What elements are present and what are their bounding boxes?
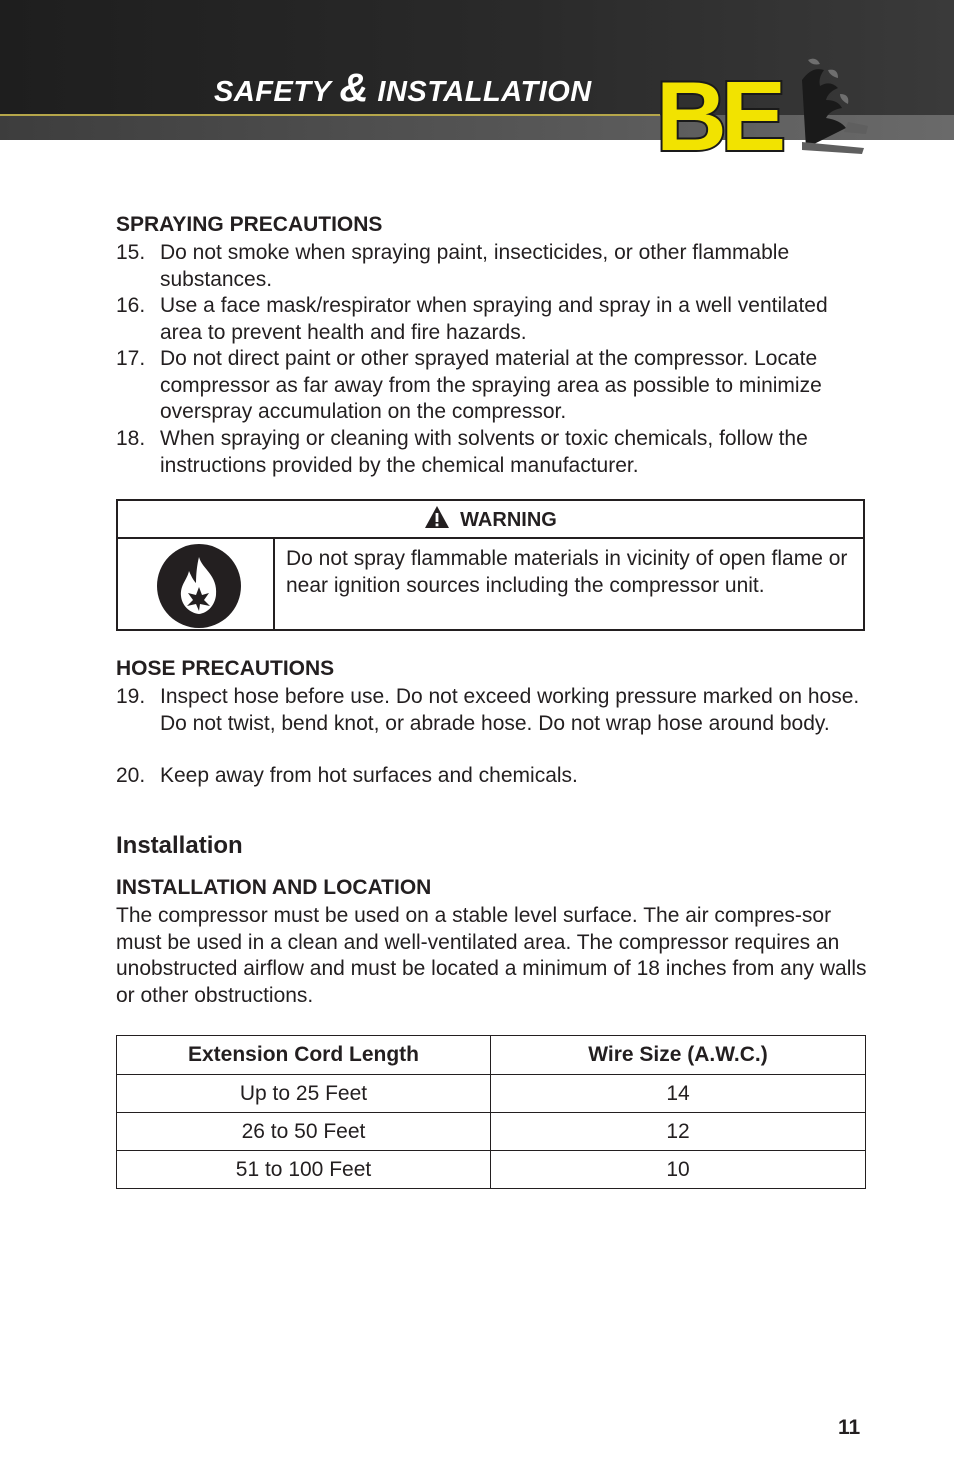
warning-icon-cell <box>118 539 275 631</box>
table-cell: 10 <box>491 1151 866 1189</box>
page-number: 11 <box>838 1416 861 1439</box>
item-number: 15. <box>116 241 146 264</box>
spraying-precautions-heading: SPRAYING PRECAUTIONS <box>116 213 383 236</box>
table-cell: 14 <box>491 1075 866 1113</box>
item-text: Inspect hose before use. Do not exceed working pressure marked on hose. Do not twist, bend knot, or abrade hose. Do not wrap hose around body. <box>160 685 860 735</box>
table-cell: 51 to 100 Feet <box>117 1151 491 1189</box>
title-part-installation: INSTALLATION <box>377 76 592 108</box>
item-text: Keep away from hot surfaces and chemicals. <box>160 764 578 787</box>
table-row <box>117 1151 866 1189</box>
table-row <box>117 1075 866 1113</box>
warning-triangle-icon <box>424 505 450 529</box>
warning-box <box>116 499 865 631</box>
header-rule <box>0 114 660 116</box>
installation-paragraph: The compressor must be used on a stable level surface. The air compres-sor must be used in a clean and well-ventilated area. The compressor requires an unobstructed airflow and must be located a minimum of 18 inches from any walls or other obstructions. <box>116 904 867 1007</box>
table-cell: 26 to 50 Feet <box>117 1113 491 1151</box>
item-number: 20. <box>116 764 146 787</box>
item-text: When spraying or cleaning with solvents or toxic chemicals, follow the instructions provided by the chemical manufacturer. <box>160 427 808 477</box>
installation-location-heading: INSTALLATION AND LOCATION <box>116 876 432 899</box>
item-number: 16. <box>116 294 146 317</box>
flame-icon <box>156 543 242 629</box>
warning-label: WARNING <box>460 509 557 531</box>
title-part-safety: SAFETY <box>214 76 331 108</box>
item-text: Do not smoke when spraying paint, insecticides, or other flammable substances. <box>160 241 790 291</box>
item-text: Use a face mask/respirator when spraying and spray in a well ventilated area to prevent health and fire hazards. <box>160 294 828 344</box>
table-row <box>117 1113 866 1151</box>
warning-text: Do not spray flammable materials in vicinity of open flame or near ignition sources including the compressor unit. <box>286 547 848 597</box>
hose-precautions-heading: HOSE PRECAUTIONS <box>116 657 335 680</box>
item-text: Do not direct paint or other sprayed material at the compressor. Locate compressor as far away from the spraying area as possible to minimize overspray accumulation on the compressor. <box>160 347 822 423</box>
column-header: Extension Cord Length <box>117 1036 491 1075</box>
warning-header <box>118 501 863 539</box>
page-title <box>214 66 592 111</box>
column-header: Wire Size (A.W.C.) <box>491 1036 866 1075</box>
item-number: 19. <box>116 685 146 708</box>
table-header-row <box>117 1036 866 1075</box>
logo-text: BE <box>656 61 781 162</box>
item-number: 18. <box>116 427 146 450</box>
be-logo-icon <box>652 50 870 162</box>
table-cell: 12 <box>491 1113 866 1151</box>
item-number: 17. <box>116 347 146 370</box>
title-ampersand: & <box>339 66 369 110</box>
table-cell: Up to 25 Feet <box>117 1075 491 1113</box>
installation-title: Installation <box>116 832 243 859</box>
extension-cord-table <box>116 1035 866 1189</box>
